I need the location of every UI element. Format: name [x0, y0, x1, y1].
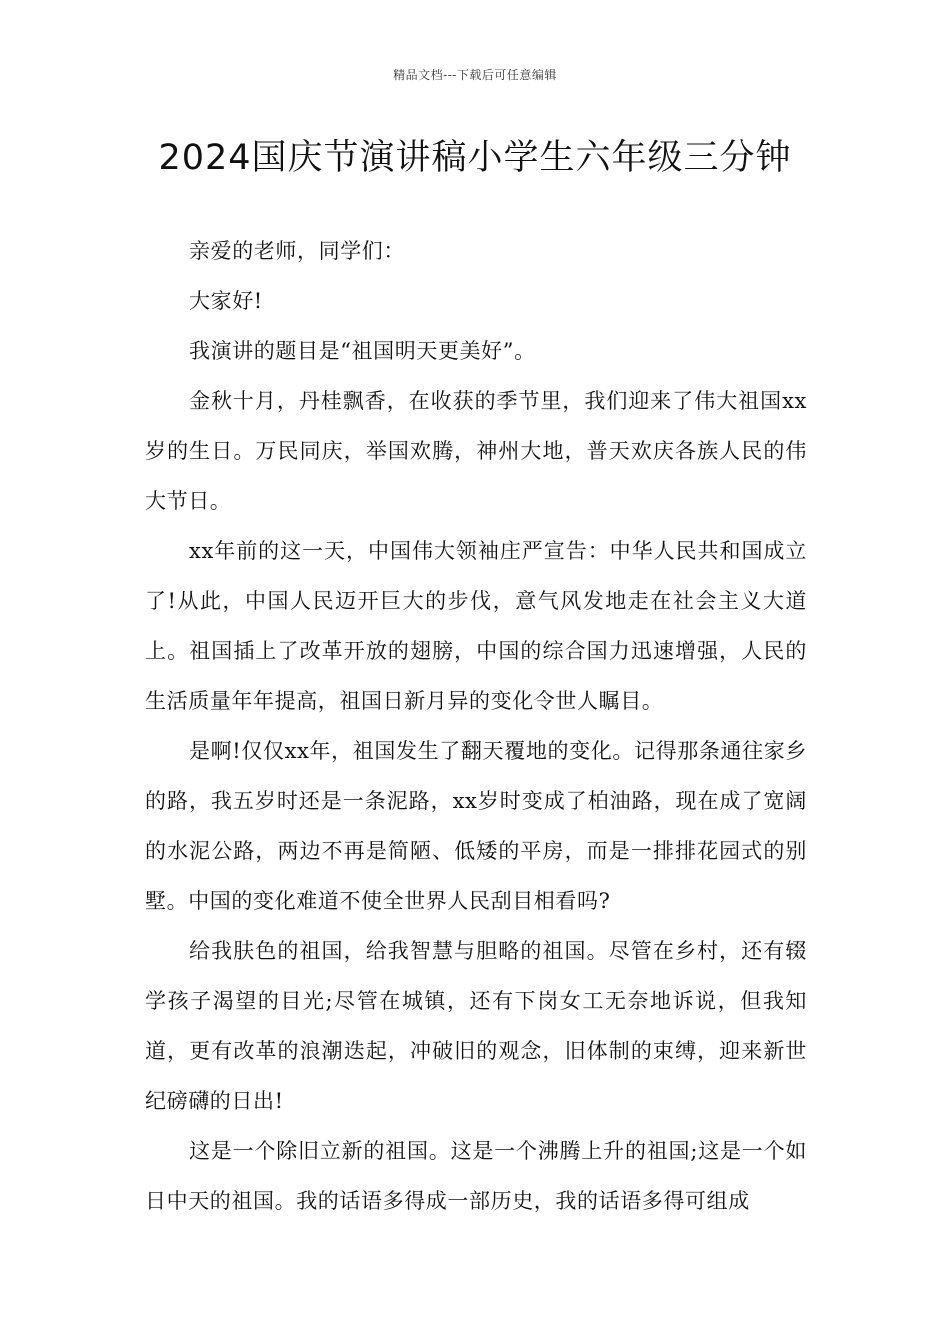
paragraph-greeting: 亲爱的老师，同学们：	[189, 239, 405, 263]
document-body	[145, 226, 807, 1226]
paragraph-body: 金秋十月，丹桂飘香，在收获的季节里，我们迎来了伟大祖国xx岁的生日。万民同庆，举国欢腾，神州大地，普天欢庆各族人民的伟大节日。	[145, 389, 807, 513]
paragraph-hello: 大家好!	[189, 289, 263, 313]
header-note: 精品文档---下载后可任意编辑	[393, 68, 557, 82]
document-title: 2024国庆节演讲稿小学生六年级三分钟	[158, 138, 792, 178]
paragraph-body: 是啊!仅仅xx年，祖国发生了翻天覆地的变化。记得那条通往家乡的路，我五岁时还是一条泥路，xx岁时变成了柏油路，现在成了宽阔的水泥公路，两边不再是简陋、低矮的平房，而是一排排花园式的别墅。中国的变化难道不使全世界人民刮目相看吗?	[145, 739, 807, 913]
paragraph-topic: 我演讲的题目是“祖国明天更美好”。	[189, 339, 536, 363]
paragraph-body: 这是一个除旧立新的祖国。这是一个沸腾上升的祖国;这是一个如日中天的祖国。我的话语多得成一部历史，我的话语多得可组成	[145, 1139, 807, 1213]
paragraph-body: xx年前的这一天，中国伟大领袖庄严宣告：中华人民共和国成立了!从此，中国人民迈开巨大的步伐，意气风发地走在社会主义大道上。祖国插上了改革开放的翅膀，中国的综合国力迅速增强，人民的生活质量年年提高，祖国日新月异的变化令世人瞩目。	[145, 539, 807, 713]
paragraph-body: 给我肤色的祖国，给我智慧与胆略的祖国。尽管在乡村，还有辍学孩子渴望的目光;尽管在城镇，还有下岗女工无奈地诉说，但我知道，更有改革的浪潮迭起，冲破旧的观念，旧体制的束缚，迎来新世纪磅礴的日出!	[145, 939, 807, 1113]
